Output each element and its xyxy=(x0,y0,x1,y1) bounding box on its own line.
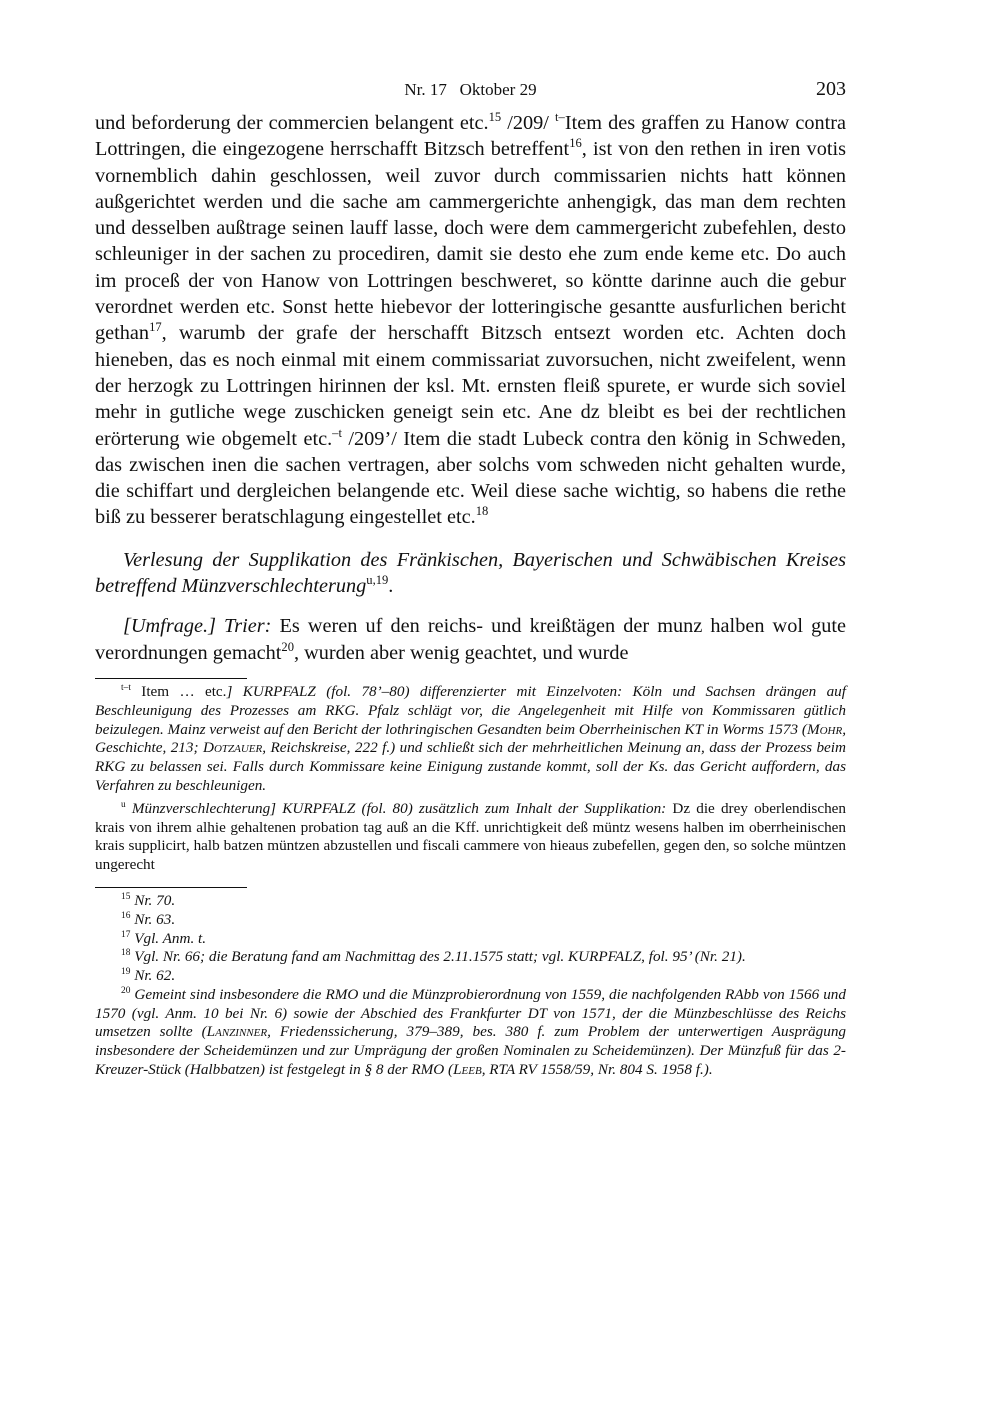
footnote-text: Gemeint sind insbesondere die RMO und die Münzprobierordnung von 1559, die nachfolgenden RAbb von 1566 und 1570 (vgl. Anm. 10 bei Nr. 6) sowie der Abschied des Frankfurter DT von 1571, der die Münzbeschlüsse des Reichs umsetzen sollte ( xyxy=(95,985,846,1041)
footnote-number: 19 xyxy=(121,967,131,978)
crit-mark-t-open: t– xyxy=(555,110,565,125)
footnote-text: , Friedenssicherung, 379–389, bes. 380 f. zum Problem der unterwertigen Ausprägung insbesondere der Scheidemünzen und zur Umprägung der großen Nominalen zu Scheidemünzen). Der Münzfuß für das 2-Kreuzer-Stück (Halbbatzen) ist festgelegt in § 8 der RMO ( xyxy=(95,1023,847,1079)
running-header xyxy=(95,76,846,110)
footnote-18 xyxy=(95,948,846,967)
note-text: , Reichskreise, 222 f.) und schließt sich der mehrheitlichen Meinung an, dass der Prozess beim RKG zu belassen sei. Falls durch Kommissare keine Einigung zustande kommt, soll der Ks. das Gericht auffordern, das Verfahren zu beschleunigen. xyxy=(95,739,846,794)
heading-end: . xyxy=(388,575,394,598)
section-heading xyxy=(95,547,846,600)
footnote-text: Nr. 63. xyxy=(130,910,176,928)
footnote-20 xyxy=(95,986,846,1080)
note-mark: u xyxy=(121,799,126,810)
footnote-text: Vgl. Nr. 66; die Beratung fand am Nachmittag des 2.11.1575 statt; vgl. KURPFALZ, fol. 95’ (Nr. 21). xyxy=(130,948,746,966)
critical-note-t xyxy=(95,683,846,796)
footnote-ref-15: 15 xyxy=(488,110,502,125)
text-run: Es weren uf den reichs- und kreißtägen der munz halben wol gute verordnungen gemacht xyxy=(95,615,846,664)
main-paragraph-1 xyxy=(95,110,846,531)
footnote-16 xyxy=(95,911,846,930)
footnote-number: 20 xyxy=(121,985,131,996)
text-run: , wurden aber wenig geachtet, und wurde xyxy=(293,641,629,664)
footnote-text: Vgl. Anm. t. xyxy=(130,929,207,947)
text-run: , warumb der grafe der herschafft Bitzsch entsezt worden etc. Achten doch hieneben, das es noch einmal mit einem commissariat zuvorsuchen, nicht zweifelent, wenn der herzogk zu Lottringen hirinnen der ksl. Mt. ernsten fleiß spurete, er wurde sich soviel mehr in gutliche wege zuschicken geneigt sein etc. Ane dz bleibt es bei der rechtlichen erörterung wie obgemelt etc. xyxy=(95,322,846,450)
footnote-ref-20: 20 xyxy=(281,639,294,654)
footnote-text: Nr. 70. xyxy=(130,891,176,909)
heading-text: Verlesung der Supplikation des Fränkischen, Bayerischen und Schwäbischen Kreises betreffend Münzverschlechterung xyxy=(95,548,846,598)
author-mohr: Mohr xyxy=(806,720,843,738)
note-lemma: Item … etc. xyxy=(130,682,227,700)
footnote-ref-17: 17 xyxy=(149,320,162,335)
footnote-text: Nr. 62. xyxy=(130,967,176,985)
footnote-number: 18 xyxy=(121,948,131,959)
footnote-17 xyxy=(95,930,846,949)
footnote-number: 16 xyxy=(121,910,131,921)
page-number: 203 xyxy=(816,78,846,100)
footnote-19 xyxy=(95,967,846,986)
critical-note-u xyxy=(95,800,846,875)
footnotes xyxy=(95,892,846,1080)
note-mark: t–t xyxy=(121,682,131,693)
author-lanzinner: Lanzinner xyxy=(206,1023,268,1041)
footnote-number: 17 xyxy=(121,929,131,940)
text-run: Item des graffen zu Hanow contra Lottringen, die eingezogene herrschafft Bitzsch betreffent xyxy=(95,112,846,161)
running-head: Nr. 17 Oktober 29 xyxy=(404,80,537,99)
footnote-rule xyxy=(95,887,247,888)
crit-mark-t-close: –t xyxy=(332,425,342,440)
footnote-text: , RTA RV 1558/59, Nr. 804 S. 1958 f.). xyxy=(481,1061,713,1079)
footnote-number: 15 xyxy=(121,891,131,902)
critical-apparatus xyxy=(95,683,846,875)
footnote-15 xyxy=(95,892,846,911)
note-lemma: Münzverschlechterung] KURPFALZ (fol. 80) zusätzlich zum Inhalt der Supplikation: xyxy=(125,799,667,817)
text-run: und beforderung der commercien belangent etc. xyxy=(95,112,489,134)
critical-apparatus-rule xyxy=(95,678,247,679)
footnote-ref-16: 16 xyxy=(569,136,582,151)
author-leeb: Leeb xyxy=(453,1061,482,1079)
text-run: , ist von den rethen in iren votis vornemblich dahin geschlossen, weil zuvor durch commissarien nichts hatt können außgerichtet werden und die sache am cammergerichte anhengigk, das man dem rechten und desselben außtrage seinen lauff lasse, doch were dem cammergericht zubefehlen, desto schleuniger in der sachen zu procediren, damit sie desto ehe zum ende keme etc. Do auch im proceß der von Hanow von Lottringen beschweret, so köntte darinne auch die gebur verordnet werden etc. Sonst hette hiebevor der lotteringische gesantte ausfurlichen bericht gethan xyxy=(95,138,847,345)
text-run: /209/ xyxy=(501,112,556,134)
page xyxy=(95,76,846,1080)
author-dotzauer: Dotzauer xyxy=(202,739,263,757)
note-text: , Geschichte, 213; xyxy=(95,720,846,757)
text-run: /209’/ Item die stadt Lubeck contra den könig in Schweden, das zwischen inen die sachen vertragen, aber solchs vom schweden nicht gehalten wurde, die schiffart und dergleichen belangende etc. Weil diese sache wichtig, so habens die rethe biß zu besserer beratschlagung eingestellet etc. xyxy=(95,427,846,529)
note-text: ] KURPFALZ (fol. 78’–80) differenzierter mit Einzelvoten: Köln und Sachsen drängen auf Beschleunigung des Prozesses am RKG. Pfalz schlägt vor, die Angelegenheit mit Hilfe von Kommissaren gütlich beizulegen. Mainz verweist auf den Bericht der lothringischen Gesandten beim Oberrheinischen KT in Worms 1573 ( xyxy=(95,682,846,738)
note-text: Dz die drey oberlendischen krais von ihrem alhie gehaltenen probation tag auß an die Kff. unrichtigkeit deß müntz wesens halben im oberrheinischen krais supplicirt, halb batzen müntzen abzustellen und fiscali cammere von hieaus zubefellen, gegen den, so solche müntzen ungerecht xyxy=(95,799,846,874)
heading-note-refs: u,19 xyxy=(366,573,389,588)
main-paragraph-2 xyxy=(95,613,846,666)
speaker-label: [Umfrage.] Trier: xyxy=(123,615,272,638)
footnote-ref-18: 18 xyxy=(475,504,489,519)
